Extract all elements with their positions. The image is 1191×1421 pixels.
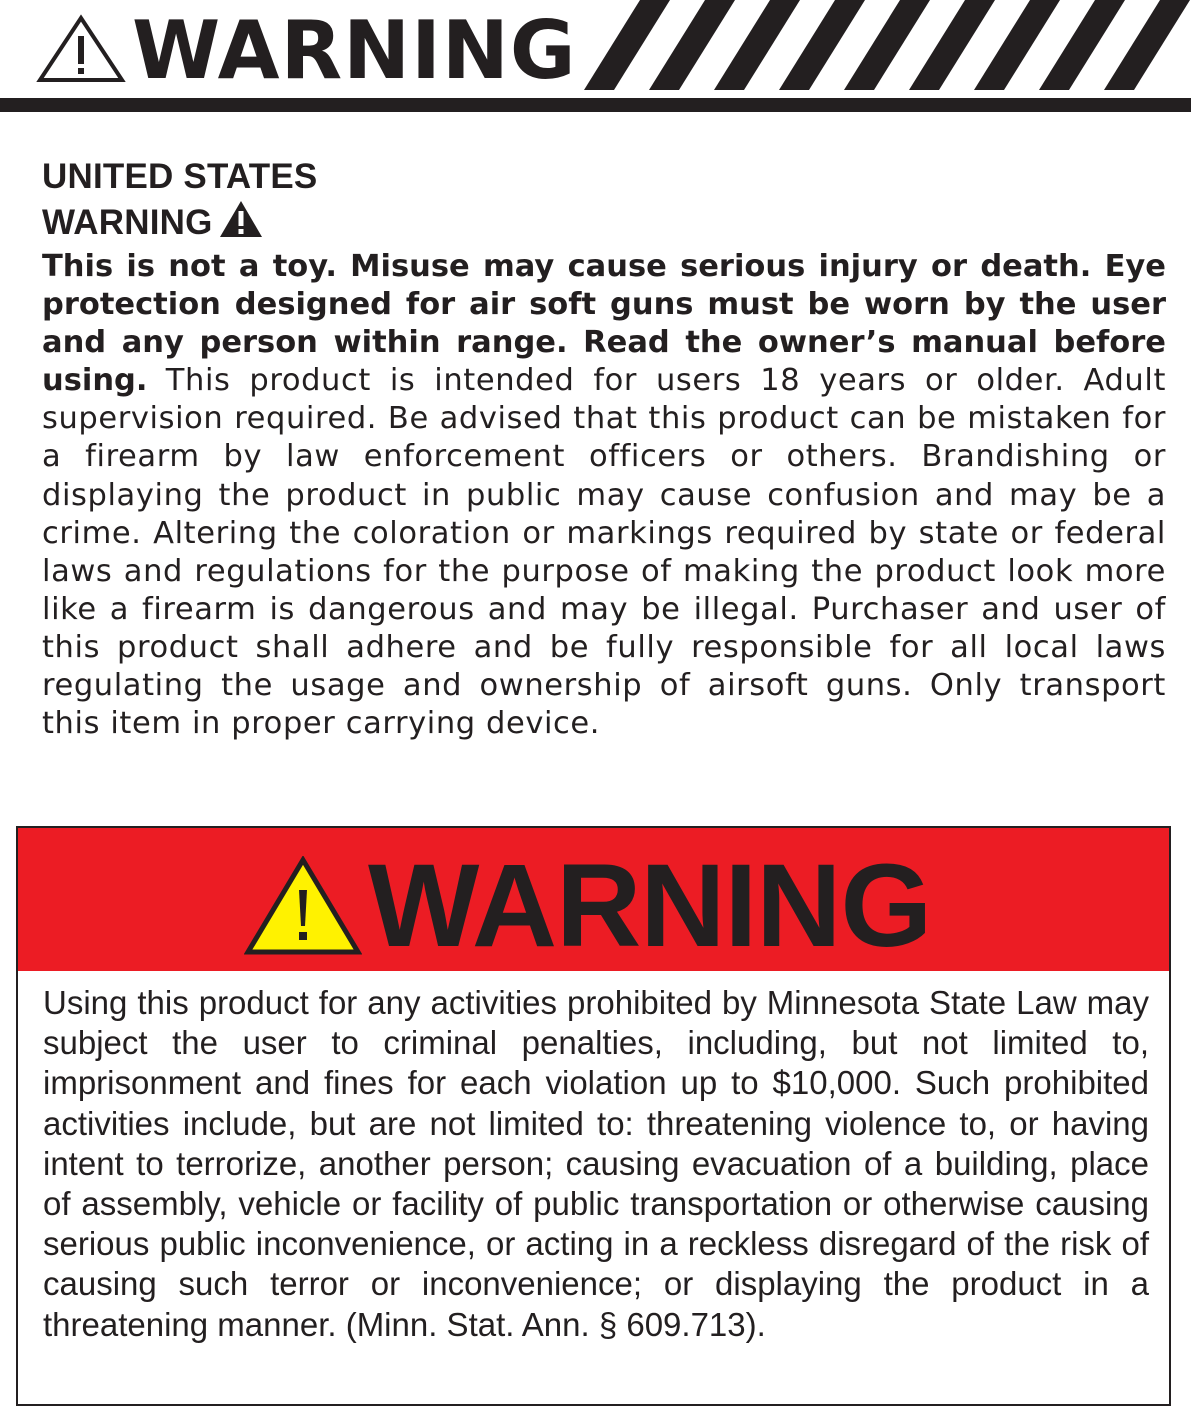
us-warning-body — [42, 248, 1166, 743]
us-heading-country: UNITED STATES — [42, 157, 318, 196]
us-warning-text: This product is intended for users 18 years or older. Adult supervision required. Be advised that this product can be mistaken for a firearm by law enforcement officers or others. Brandishing or displaying the product in public may cause confusion and may be a crime. Altering the coloration or markings required by state or federal laws and regulations for the purpose of making the product look more like a firearm is dangerous and may be illegal. Purchaser and user of this product shall adhere and be fully responsible for all local laws regulating the usage and ownership of airsoft guns. Only transport this item in proper carrying device. — [42, 363, 1166, 742]
warning-triangle-solid-icon — [219, 200, 263, 238]
yellow-warning-triangle-icon — [244, 856, 362, 956]
us-bold-warning-text: This is not a toy. Misuse may cause serious injury or death. Eye protection designed for air soft guns must be worn by the user and any person within range. Read the owner’s manual before using. — [42, 249, 1166, 399]
us-warning-section — [42, 154, 1166, 743]
minnesota-warning-box — [16, 826, 1171, 1406]
us-heading-warning — [42, 200, 1166, 246]
header-title: WARNING — [132, 4, 577, 97]
us-heading-warning-label: WARNING — [42, 203, 213, 242]
banner-title: WARNING — [368, 840, 932, 972]
red-warning-banner — [18, 828, 1169, 971]
us-heading — [42, 154, 1166, 246]
minnesota-warning-body: Using this product for any activities prohibited by Minnesota State Law may subject the user to criminal penalties, including, but not limited to, imprisonment and fines for each violation up to $10,000. Such prohibited activities include, but are not limited to: threatening violence to, or having intent to terrorize, another person; causing evacuation of a building, place of assembly, vehicle or facility of public transportation or otherwise causing serious public inconvenience, or acting in a reckless disregard of the risk of causing such terror or inconvenience; or displaying the product in a threatening manner. (Minn. Stat. Ann. § 609.713). — [43, 984, 1149, 1343]
warning-triangle-outline-icon — [36, 14, 126, 84]
top-warning-header — [0, 0, 1191, 112]
